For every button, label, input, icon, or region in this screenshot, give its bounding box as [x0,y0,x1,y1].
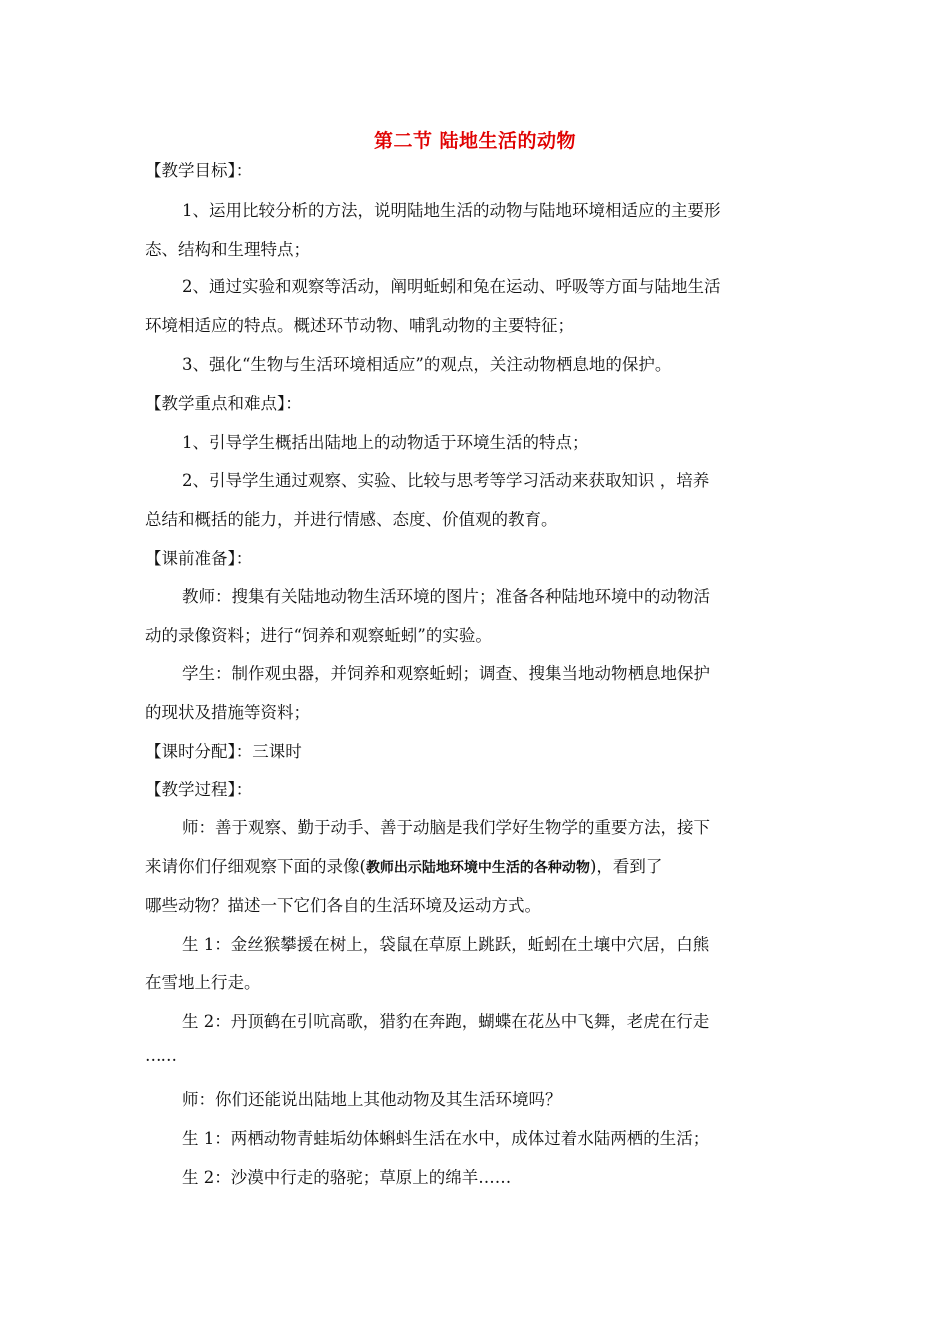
dialogue-text: 来请你们仔细观察下面的录像( [145,857,366,876]
student-prep-line-2: 的现状及措施等资料； [145,703,310,722]
objective-2-line-1: 2、通过实验和观察等活动，阐明蚯蚓和兔在运动、呼吸等方面与陆地生活 [182,277,721,296]
student-prep-line-1: 学生：制作观虫器，并饲养和观察蚯蚓；调查、搜集当地动物栖息地保护 [182,664,710,683]
objectives-heading: 【教学目标】： [145,161,253,180]
inline-stage-note: 教师出示陆地环境中生活的各种动物 [365,860,590,876]
key-point-1: 1、引导学生概括出陆地上的动物适于环境生活的特点； [182,433,589,452]
teacher-dialogue-1-line-1: 师：善于观察、勤于动手、善于动脑是我们学好生物学的重要方法，接下 [182,818,710,837]
teacher-dialogue-1-line-2 [145,853,662,877]
teacher-dialogue-1-line-3: 哪些动物？描述一下它们各自的生活环境及运动方式。 [145,896,541,915]
teacher-dialogue-2: 师：你们还能说出陆地上其他动物及其生活环境吗？ [182,1090,562,1109]
student-2-answer-2: 生 2：沙漠中行走的骆驼；草原上的绵羊…… [182,1168,512,1187]
key-point-2-line-1: 2、引导学生通过观察、实验、比较与思考等学习活动来获取知识 ，培养 [182,471,710,490]
teacher-prep-line-1: 教师：搜集有关陆地动物生活环境的图片；准备各种陆地环境中的动物活 [182,587,710,606]
process-heading: 【教学过程】： [145,780,253,799]
objective-2-line-2: 环境相适应的特点。概述环节动物、哺乳动物的主要特征； [145,316,574,335]
student-1-answer-2: 生 1：两栖动物青蛙垢幼体蝌蚪生活在水中，成体过着水陆两栖的生活； [182,1129,710,1148]
objective-1-line-1: 1、运用比较分析的方法，说明陆地生活的动物与陆地环境相适应的主要形 [182,201,721,220]
student-1-answer-line-2: 在雪地上行走。 [145,973,261,992]
student-2-answer-line-2: …… [145,1046,176,1065]
key-points-heading: 【教学重点和难点】： [145,394,302,413]
objective-3: 3、强化“生物与生活环境相适应”的观点，关注动物栖息地的保护。 [182,355,672,374]
prep-heading: 【课前准备】： [145,549,253,568]
hours-heading: 【课时分配】：三课时 [145,742,302,761]
student-1-answer-line-1: 生 1：金丝猴攀援在树上，袋鼠在草原上跳跃，蚯蚓在土壤中穴居，白熊 [182,935,710,954]
teacher-prep-line-2: 动的录像资料；进行“饲养和观察蚯蚓”的实验。 [145,626,492,645]
dialogue-text: )，看到了 [589,857,663,876]
key-point-2-line-2: 总结和概括的能力，并进行情感、态度、价值观的教育。 [145,510,558,529]
objective-1-line-2: 态、结构和生理特点； [145,240,310,259]
document-title: 第二节 陆地生活的动物 [373,130,577,152]
student-2-answer-line-1: 生 2：丹顶鹤在引吭高歌，猎豹在奔跑，蝴蝶在花丛中飞舞，老虎在行走 [182,1012,710,1031]
